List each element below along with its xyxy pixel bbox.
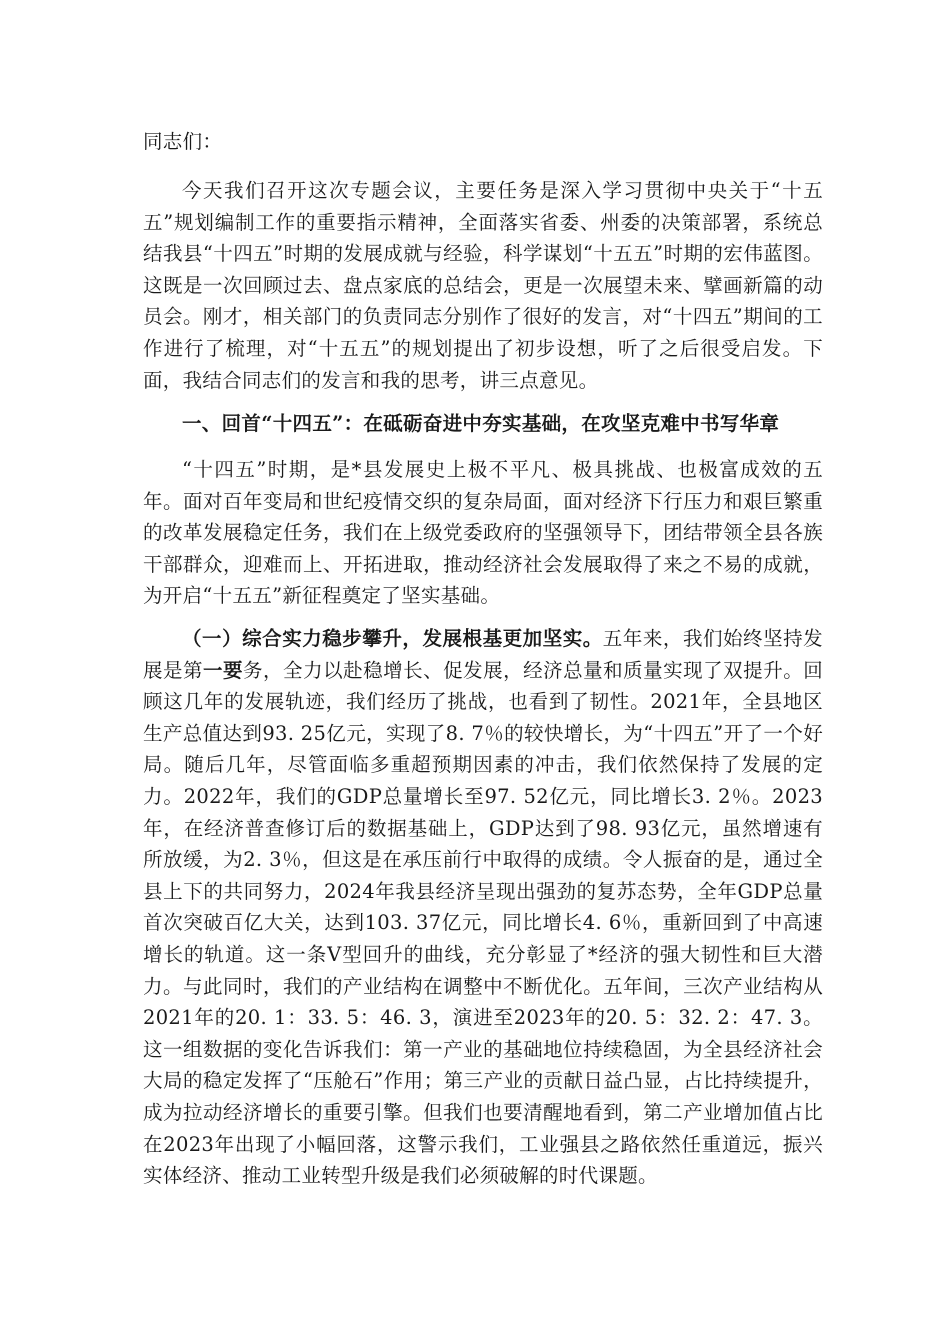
- subsection-1-paragraph: [143, 623, 823, 1192]
- paragraph-text-b: 务，全力以赴稳增长、促发展，经济总量和质量实现了双提升。回顾这几年的发展轨迹，我们经历了挑战，也看到了韧性。2021年，全县地区生产总值达到93. 25亿元，实现了8. 7％的较快增长，为“十四五”开了一个好局。随后几年，尽管面临多重超预期因素的冲击，我们依然保持了发展的定力。2022年，我们的GDP总量增长至97. 52亿元，同比增长3. 2％。2023年，在经济普查修订后的数据基础上，GDP达到了98. 93亿元，虽然增速有所放缓，为2. 3％，但这是在承压前行中取得的成绩。令人振奋的是，通过全县上下的共同努力，2024年我县经济呈现出强劲的复苏态势，全年GDP总量首次突破百亿大关，达到103. 37亿元，同比增长4. 6％，重新回到了中高速增长的轨道。这一条V型回升的曲线，充分彰显了*经济的强大韧性和巨大潜力。与此同时，我们的产业结构在调整中不断优化。五年间，三次产业结构从2021年的20. 1：33. 5：46. 3，演进至2023年的20. 5：32. 2：47. 3。这一组数据的变化告诉我们：第一产业的基础地位持续稳固，为全县经济社会大局的稳定发挥了“压舱石”作用；第三产业的贡献日益凸显，占比持续提升，成为拉动经济增长的重要引擎。但我们也要清醒地看到，第二产业增加值占比在2023年出现了小幅回落，这警示我们，工业强县之路依然任重道远，振兴实体经济、推动工业转型升级是我们必须破解的时代课题。: [143, 658, 824, 1188]
- section-heading-1: 一、回首“十四五”：在砥砺奋进中夯实基础，在攻坚克难中书写华章: [182, 412, 780, 435]
- section-1-paragraph: “十四五”时期，是*县发展史上极不平凡、极具挑战、也极富成效的五年。面对百年变局和世纪疫情交织的复杂局面，面对经济下行压力和艰巨繁重的改革发展稳定任务，我们在上级党委政府的坚强领导下，团结带领全县各族干部群众，迎难而上、开拓进取，推动经济社会发展取得了来之不易的成就，为开启“十五五”新征程奠定了坚实基础。: [143, 458, 823, 608]
- greeting: 同志们：: [143, 130, 223, 153]
- paragraph-emphasis: 一要: [203, 658, 244, 682]
- subsection-heading-1: （一）综合实力稳步攀升，发展根基更加坚实。: [182, 627, 603, 650]
- intro-paragraph: 今天我们召开这次专题会议，主要任务是深入学习贯彻中央关于“十五五”规划编制工作的重要指示精神，全面落实省委、州委的决策部署，系统总结我县“十四五”时期的发展成就与经验，科学谋划“十五五”时期的宏伟蓝图。这既是一次回顾过去、盘点家底的总结会，更是一次展望未来、擘画新篇的动员会。刚才，相关部门的负责同志分别作了很好的发言，对“十四五”期间的工作进行了梳理，对“十五五”的规划提出了初步设想，听了之后很受启发。下面，我结合同志们的发言和我的思考，讲三点意见。: [143, 179, 823, 392]
- paragraph-text-a: 五年来，我们始终坚持发展是第: [143, 627, 823, 682]
